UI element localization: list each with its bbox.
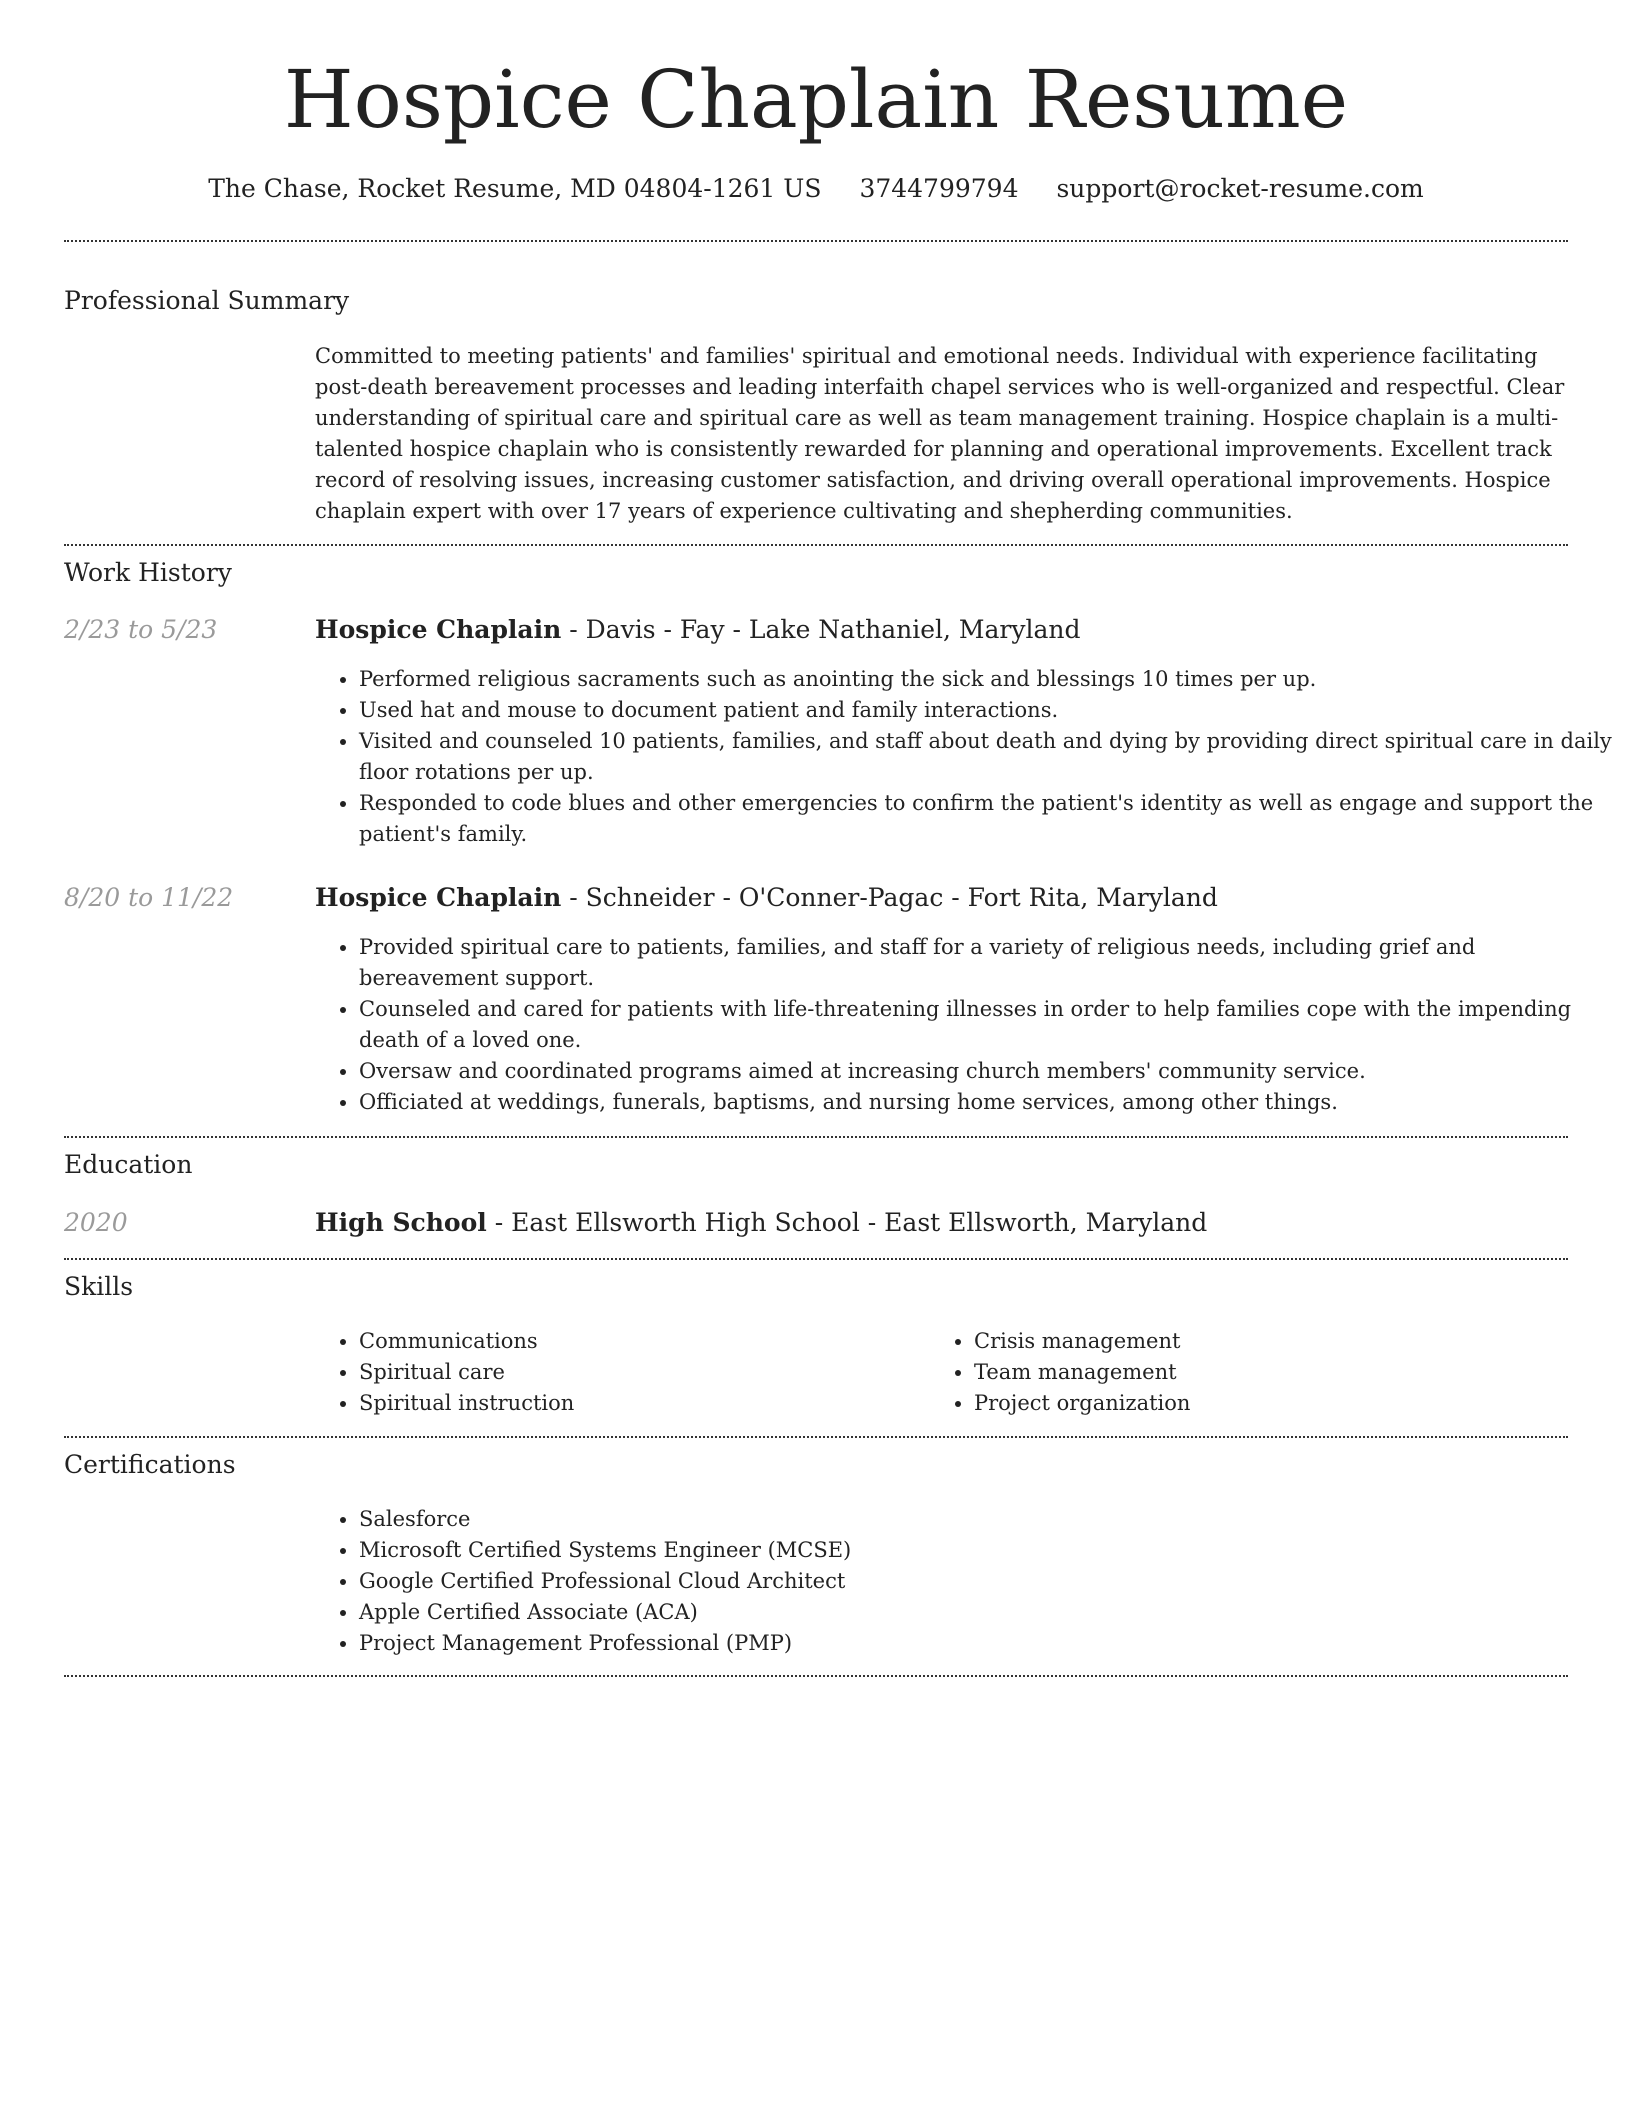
list-item: • Spiritual care (359, 1357, 919, 1388)
list-item: • Officiated at weddings, funerals, baptisms, and nursing home services, among other things. (359, 1087, 1612, 1118)
phone: 3744799794 (859, 174, 1019, 203)
list-item: • Apple Certified Associate (ACA) (359, 1597, 1612, 1628)
list-item: • Team management (974, 1357, 1534, 1388)
job-duties (315, 664, 1612, 850)
job-employer: - Schneider - O'Conner-Pagac - Fort Rita, Maryland (561, 883, 1218, 912)
education-heading: Education (64, 1150, 193, 1179)
education-entry (315, 1205, 1207, 1241)
divider (64, 1436, 1568, 1438)
list-item: • Project Management Professional (PMP) (359, 1628, 1612, 1659)
list-item: • Salesforce (359, 1504, 1612, 1535)
certifications-list (315, 1504, 1612, 1659)
work-heading: Work History (64, 558, 232, 587)
job-position: Hospice Chaplain (315, 883, 562, 912)
job-title (315, 880, 1218, 916)
list-item: • Counseled and cared for patients with life-threatening illnesses in order to help families cope with the impending death of a loved one. (359, 994, 1612, 1056)
summary-text: Committed to meeting patients' and families' spiritual and emotional needs. Individual with experience facilitating post-death bereavement processes and leading interfaith chapel services who is well-organized and respectful. Clear understanding of spiritual care and spiritual care as well as team management training. Hospice chaplain is a multi-talented hospice chaplain who is consistently rewarded for planning and operational improvements. Excellent track record of resolving issues, increasing customer satisfaction, and driving overall operational improvements. Hospice chaplain expert with over 17 years of experience cultivating and shepherding communities. (315, 344, 1565, 523)
list-item: • Responded to code blues and other emergencies to confirm the patient's identity as well as engage and support the patient's family. (359, 788, 1612, 850)
education-year: 2020 (64, 1208, 128, 1237)
job-employer: - Davis - Fay - Lake Nathaniel, Maryland (561, 615, 1081, 644)
job-title (315, 612, 1081, 648)
divider (64, 1258, 1568, 1260)
divider (64, 240, 1568, 242)
summary-heading: Professional Summary (64, 286, 350, 315)
skills-list-left (315, 1326, 919, 1419)
contact-line (0, 171, 1632, 207)
education-school: - East Ellsworth High School - East Ellsworth, Maryland (486, 1208, 1208, 1237)
list-item: • Performed religious sacraments such as anointing the sick and blessings 10 times per up. (359, 664, 1612, 695)
job-dates: 8/20 to 11/22 (64, 883, 234, 912)
skills-list-right (930, 1326, 1534, 1419)
skills-heading: Skills (64, 1272, 134, 1301)
divider (64, 1675, 1568, 1677)
list-item: • Crisis management (974, 1326, 1534, 1357)
email: support@rocket-resume.com (1056, 174, 1424, 203)
list-item: • Microsoft Certified Systems Engineer (MCSE) (359, 1535, 1612, 1566)
job-position: Hospice Chaplain (315, 615, 562, 644)
list-item: • Provided spiritual care to patients, families, and staff for a variety of religious needs, including grief and bereavement support. (359, 932, 1612, 994)
certifications-heading: Certifications (64, 1450, 236, 1479)
list-item: • Oversaw and coordinated programs aimed at increasing church members' community service. (359, 1056, 1612, 1087)
divider (64, 544, 1568, 546)
education-degree: High School (315, 1208, 487, 1237)
job-duties (315, 932, 1612, 1118)
list-item: • Used hat and mouse to document patient and family interactions. (359, 695, 1612, 726)
list-item: • Project organization (974, 1388, 1534, 1419)
list-item: • Google Certified Professional Cloud Architect (359, 1566, 1612, 1597)
resume-title: Hospice Chaplain Resume (283, 53, 1349, 146)
list-item: • Communications (359, 1326, 919, 1357)
list-item: • Visited and counseled 10 patients, families, and staff about death and dying by providing direct spiritual care in daily floor rotations per up. (359, 726, 1612, 788)
divider (64, 1136, 1568, 1138)
address: The Chase, Rocket Resume, MD 04804-1261 US (208, 174, 822, 203)
list-item: • Spiritual instruction (359, 1388, 919, 1419)
job-dates: 2/23 to 5/23 (64, 615, 218, 644)
